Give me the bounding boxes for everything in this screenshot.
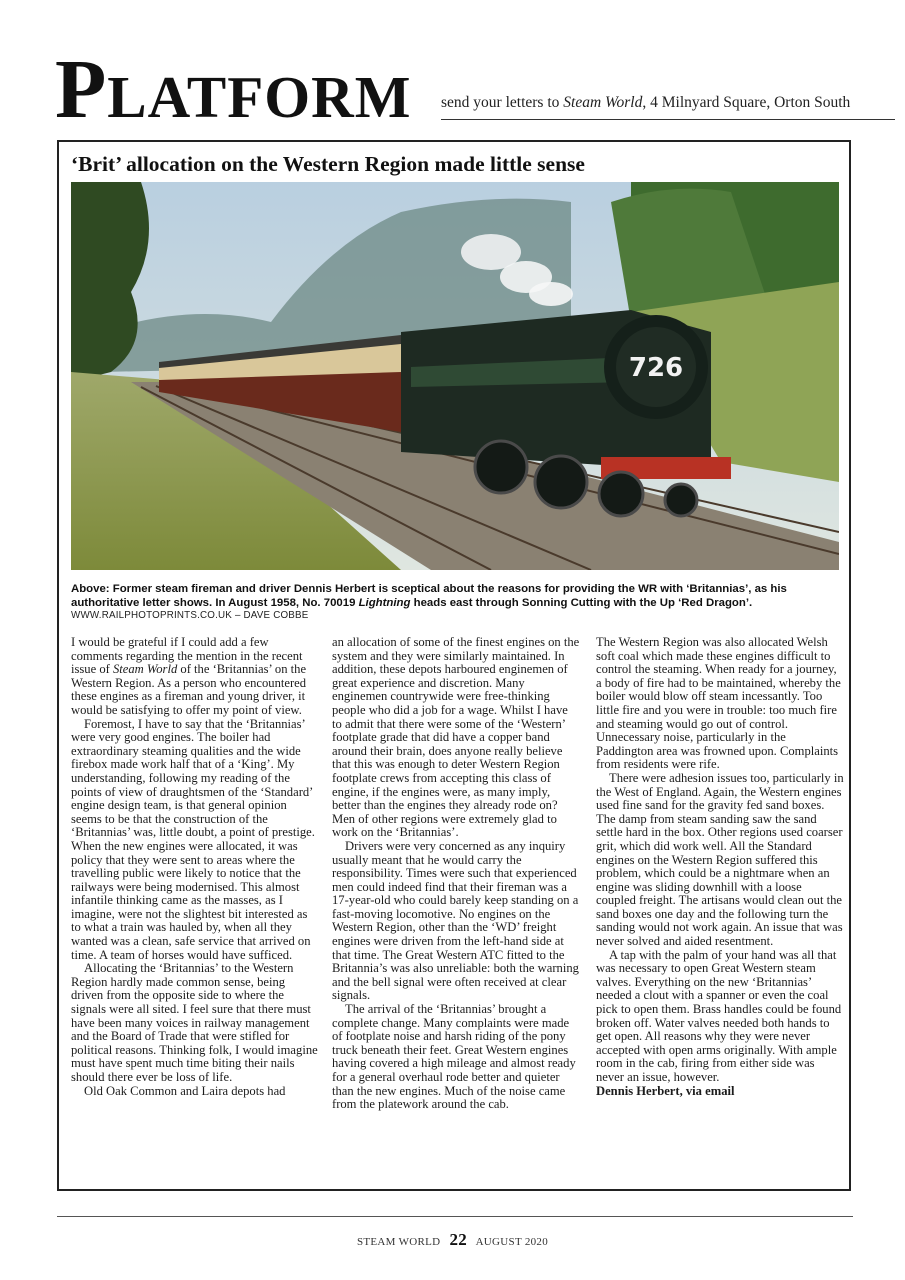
letter-headline: ‘Brit’ allocation on the Western Region made little sense — [71, 152, 585, 176]
footer-rule — [57, 1216, 853, 1217]
text-column-3 — [596, 636, 844, 1098]
masthead-tagline — [441, 94, 850, 112]
caption-loco-name: Lightning — [358, 597, 411, 609]
paragraph: The Western Region was also allocated Welsh soft coal which made these engines difficult to control the steaming. When ready for a journey, a body of fire had to be maintained, whereby the boiler would blow off steam incessantly. Too little fire and you were in trouble: too much fire and steaming would go out of control. Unnecessary noise, particularly in the Paddington area was frowned upon. Complaints from residents were rife. — [596, 635, 841, 772]
paragraph: Foremost, I have to say that the ‘Britannias’ were very good engines. The boiler had extraordinary steaming qualities and the wide firebox made work half that of a ‘King’. My understanding, following my reading of the points of view of draughtsmen of the ‘Standard’ engine design team, is that general opinion seems to be that the construction of the ‘Britannias’ was, little doubt, a point of prestige. When the new engines were allocated, it was policy that they were sent to areas where the travelling public were likely to notice that the railways were being modernised. This almost infantile thinking came as the masses, as I imagine, were not the slightest bit interested as to what a train was hauled by, when all they wanted was a clean, safe service that arrived on time. A team of horses would have sufficed. — [71, 716, 315, 962]
masthead-rule — [441, 119, 895, 120]
masthead — [55, 43, 895, 136]
letter-box — [57, 140, 851, 1191]
page-footer — [0, 1230, 905, 1250]
paragraph: The arrival of the ‘Britannias’ brought a complete change. Many complaints were made of footplate noise and harsh riding of the pony truck beneath their feet. Great Western engines having covered a high mileage and almost ready for a general overhaul rode better and quieter than the new engines. Much of the noise came from the platework around the cab. — [332, 1002, 576, 1112]
tagline-address: , 4 Milnyard Square, Orton South — [642, 94, 851, 111]
text-run: I would be grateful if I could add a few comments regarding the mention in the recent issue of — [71, 635, 303, 677]
smokebox-number: 726 — [628, 353, 684, 383]
letter-signature: Dennis Herbert, via email — [596, 1083, 735, 1098]
paragraph: Drivers were very concerned as any inquiry usually meant that he would carry the responsibility. Times were such that experienced men could indeed find that their fireman was a 17-year-old who could barely keep standing on a fast-moving locomotive. No engines on the Western Region, other than the ‘WD’ freight engines were driven from the left-hand side at that time. The Great Western ATC fitted to the Britannia’s was also unreliable: both the warning and the bell signal were often received at clear signals. — [332, 838, 579, 1003]
locomotive-photo — [71, 182, 839, 570]
paragraph: There were adhesion issues too, particularly in the West of England. Again, the Western engines used fine sand for the gravity fed sand boxes. The damp from steam sanding saw the sand settle hard in the box. Other regions used coarser grit, which did work well. All the Standard engines on the Western Region suffered this problem, which could be a nightmare when an engine was sliding downhill with a loose coupled freight. The artisans would clean out the sand boxes one day and the following turn the sanding would not work again. An issue that was never solved and aided resentment. — [596, 770, 844, 949]
photo-credit: WWW.RAILPHOTOPRINTS.CO.UK – DAVE COBBE — [71, 610, 309, 621]
photo-caption — [71, 582, 839, 610]
paragraph: A tap with the palm of your hand was all that was necessary to open Great Western steam valves. Everything on the new ‘Britannias’ needed a clout with a spanner or even the coal pick to open them. Brass handles could be found broken off. Water valves needed both hands to get open. All reasons why they were never accepted with open arms originally. With ample room in the cab, firing from either side was never an issue, however. — [596, 947, 842, 1084]
paragraph: Allocating the ‘Britannias’ to the Western Region hardly made common sense, being driven from the opposite side to where the signals were all sited. I feel sure that there must have been many voices in railway management and the Board of Trade that were stifled for political reasons. Thinking folk, I would imagine must have spent much time biting their nails should there ever be loss of life. — [71, 961, 318, 1084]
footer-magazine: STEAM WORLD — [356, 1236, 441, 1248]
tagline-magazine: Steam World — [563, 94, 643, 111]
paragraph: Old Oak Common and Laira depots had — [84, 1083, 286, 1098]
section-title: Platform — [55, 43, 412, 136]
text-run: of the ‘Britannias’ on the Western Region. As a person who encountered these engines as a fireman and young driver, it would be satisfying to offer my point of view. — [71, 662, 307, 717]
tagline-prefix: send your letters to — [441, 94, 564, 111]
magazine-name: Steam World — [112, 662, 178, 677]
page-number: 22 — [449, 1230, 468, 1249]
text-column-2 — [332, 636, 580, 1112]
paragraph — [71, 636, 319, 718]
caption-text-start: Above: Former steam fireman and driver Dennis Herbert is sceptical about the reasons for providing the WR with ‘Britannias’, as his authoritative letter shows. In August 1958, No. 70019 — [71, 583, 787, 609]
caption-text-end: heads east through Sonning Cutting with the Up ‘Red Dragon’. — [410, 597, 753, 609]
paragraph: an allocation of some of the finest engines on the system and they were similarly maintained. In addition, these depots harboured enginemen of great experience and discretion. Many enginemen countrywide were free-thinking people who did a job for a wage. Whilst I have to admit that there were some of the ‘Western’ footplate grade that did have a copper band around their brain, does anyone really believe that this was enough to deter Western Region footplate crews from accepting this class of engine, if the engines were, as many imply, better than the engines they already rode on? Men of other regions were extremely glad to work on the ‘Britannias’. — [332, 635, 580, 840]
text-column-1 — [71, 636, 319, 1098]
footer-issue: AUGUST 2020 — [475, 1236, 549, 1248]
